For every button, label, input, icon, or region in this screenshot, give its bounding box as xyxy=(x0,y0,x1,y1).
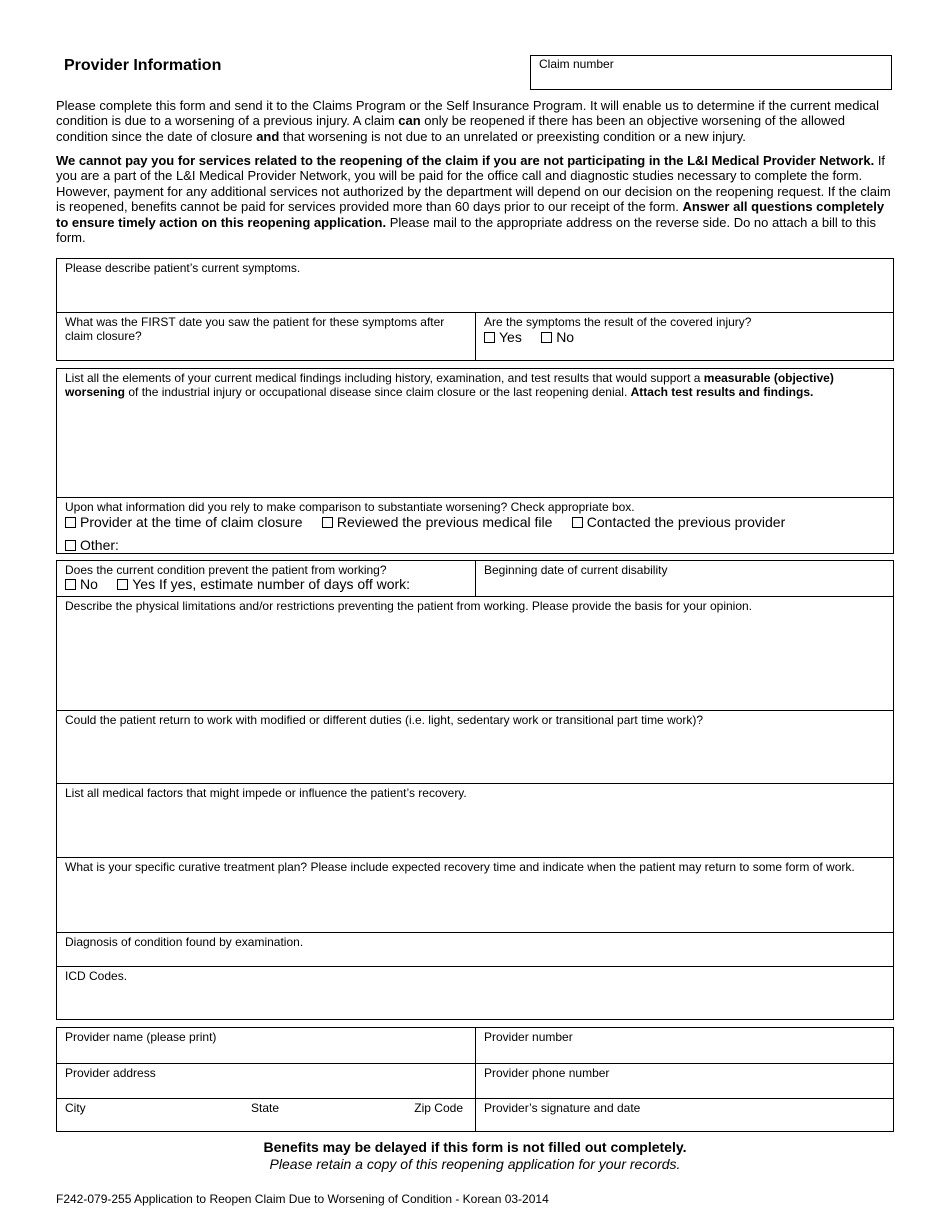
form-footer-id: F242-079-255 Application to Reopen Claim Due to Worsening of Condition - Korean 03-2014 xyxy=(56,1192,549,1206)
findings-section xyxy=(56,368,894,554)
findings-text: List all the elements of your current medical findings including history, examination, and test results that would support a xyxy=(65,371,704,385)
modified-duties-field[interactable] xyxy=(57,710,893,783)
prevent-work-no-option[interactable] xyxy=(65,576,98,592)
intro-text: Please complete this form and send it to the Claims Program or the Self Insurance Program. It will enable us to determine if the current medical condition is due to a worsening of a previous injury. A claim xyxy=(56,98,879,129)
zip-code-label: Zip Code xyxy=(414,1101,463,1115)
first-date-field[interactable] xyxy=(57,312,475,360)
checkbox-icon[interactable] xyxy=(541,332,552,343)
findings-emphasis: Attach test results and findings. xyxy=(630,385,814,399)
diagnosis-label: Diagnosis of condition found by examination. xyxy=(65,935,304,949)
intro-emphasis: and xyxy=(256,128,280,144)
covered-injury-label: Are the symptoms the result of the covered injury? xyxy=(484,315,752,329)
option-provider-at-closure[interactable] xyxy=(65,514,303,530)
intro-emphasis: We cannot pay you for services related to the reopening of the claim if you are not participating in the L&I Medical Provider Network. xyxy=(56,153,875,168)
treatment-plan-label: What is your specific curative treatment plan? Please include expected recovery time and indicate when the patient may return to some form of work. xyxy=(65,860,855,874)
findings-emphasis: measurable (objective) worsening xyxy=(65,371,834,399)
checkbox-icon[interactable] xyxy=(65,517,76,528)
medical-factors-field[interactable] xyxy=(57,783,893,857)
intro-text: Please mail to the appropriate address on the reverse side. Do no attach a bill to this form. xyxy=(56,214,877,246)
limitations-field[interactable] xyxy=(57,596,893,710)
limitations-label: Describe the physical limitations and/or restrictions preventing the patient from working. Please provide the basis for your opinion. xyxy=(65,599,753,613)
option-label: Provider at the time of claim closure xyxy=(80,514,303,530)
icd-codes-field[interactable] xyxy=(57,966,893,1019)
covered-injury-field xyxy=(475,312,893,360)
provider-name-field[interactable] xyxy=(57,1028,475,1063)
checkbox-icon[interactable] xyxy=(572,517,583,528)
retain-copy-note: Please retain a copy of this reopening application for your records. xyxy=(269,1156,681,1172)
no-label: No xyxy=(556,329,575,345)
option-reviewed-file[interactable] xyxy=(322,514,553,530)
symptoms-section xyxy=(56,258,894,361)
prevent-work-label: Does the current condition prevent the patient from working? xyxy=(65,563,387,577)
intro-emphasis: can xyxy=(398,113,421,129)
claim-number-field[interactable] xyxy=(530,55,892,90)
yes-label: Yes If yes, estimate number of days off work: xyxy=(132,576,411,592)
intro-emphasis: Answer all questions completely to ensure timely action on this reopening application. xyxy=(56,199,885,230)
findings-field[interactable] xyxy=(57,369,893,497)
option-other[interactable] xyxy=(65,537,119,553)
comparison-label: Upon what information did you rely to make comparison to substantiate worsening? Check appropriate box. xyxy=(65,500,635,514)
intro-paragraph-2 xyxy=(56,153,898,245)
intro-paragraph-1 xyxy=(56,98,898,144)
disability-date-label: Beginning date of current disability xyxy=(484,563,668,577)
intro-text: only be reopened if there has been an objective worsening of the allowed condition since the date of closure xyxy=(56,113,845,144)
delay-warning: Benefits may be delayed if this form is not filled out completely. xyxy=(263,1139,687,1155)
city-label: City xyxy=(65,1101,86,1115)
provider-number-label: Provider number xyxy=(484,1030,573,1044)
covered-yes-option[interactable] xyxy=(484,329,522,345)
provider-name-label: Provider name (please print) xyxy=(65,1030,217,1044)
checkbox-icon[interactable] xyxy=(322,517,333,528)
provider-section xyxy=(56,1027,894,1132)
claim-number-label: Claim number xyxy=(539,57,614,71)
icd-codes-label: ICD Codes. xyxy=(65,969,128,983)
intro-text: If you are a part of the L&I Medical Provider Network, you will be paid for the office call and diagnostic studies necessary to complete the form. However, payment for any additional services not authorized by the department will depend on our decision on the reopening request. If the claim is reopened, benefits cannot be paid for services provided more than 60 days prior to our receipt of the form. xyxy=(56,153,891,215)
disability-date-field[interactable] xyxy=(475,561,893,596)
yes-label: Yes xyxy=(499,329,522,345)
provider-number-field[interactable] xyxy=(475,1028,893,1063)
prevent-work-yes-option[interactable] xyxy=(117,576,410,592)
provider-address-field[interactable] xyxy=(57,1063,475,1098)
option-label: Contacted the previous provider xyxy=(586,514,786,530)
provider-phone-field[interactable] xyxy=(475,1063,893,1098)
option-label: Reviewed the previous medical file xyxy=(336,514,553,530)
provider-phone-label: Provider phone number xyxy=(484,1066,610,1080)
symptoms-field[interactable] xyxy=(57,259,893,312)
comparison-field xyxy=(57,497,893,553)
checkbox-icon[interactable] xyxy=(65,540,76,551)
option-contacted-provider[interactable] xyxy=(572,514,785,530)
medical-factors-label: List all medical factors that might impede or influence the patient’s recovery. xyxy=(65,786,467,800)
first-date-label: What was the FIRST date you saw the patient for these symptoms after claim closure? xyxy=(65,315,445,343)
page-title: Provider Information xyxy=(64,57,222,74)
state-label: State xyxy=(251,1101,280,1115)
findings-text: of the industrial injury or occupational disease since claim closure or the last reopening denial. xyxy=(125,385,631,399)
modified-duties-label: Could the patient return to work with modified or different duties (i.e. light, sedentary work or transitional part time work)? xyxy=(65,713,704,727)
prevent-work-field xyxy=(57,561,475,596)
provider-address-label: Provider address xyxy=(65,1066,156,1080)
treatment-plan-field[interactable] xyxy=(57,857,893,932)
checkbox-icon[interactable] xyxy=(117,579,128,590)
work-status-section xyxy=(56,560,894,1020)
symptoms-label: Please describe patient’s current symptoms. xyxy=(65,261,301,275)
city-state-zip-field[interactable] xyxy=(57,1098,475,1131)
no-label: No xyxy=(80,576,98,592)
checkbox-icon[interactable] xyxy=(65,579,76,590)
intro-text: that worsening is not due to an unrelated or preexisting condition or a new injury. xyxy=(279,128,746,144)
provider-signature-field[interactable] xyxy=(475,1098,893,1131)
covered-no-option[interactable] xyxy=(541,329,574,345)
checkbox-icon[interactable] xyxy=(484,332,495,343)
provider-signature-label: Provider’s signature and date xyxy=(484,1101,641,1115)
diagnosis-field[interactable] xyxy=(57,932,893,966)
option-label: Other: xyxy=(80,537,119,553)
